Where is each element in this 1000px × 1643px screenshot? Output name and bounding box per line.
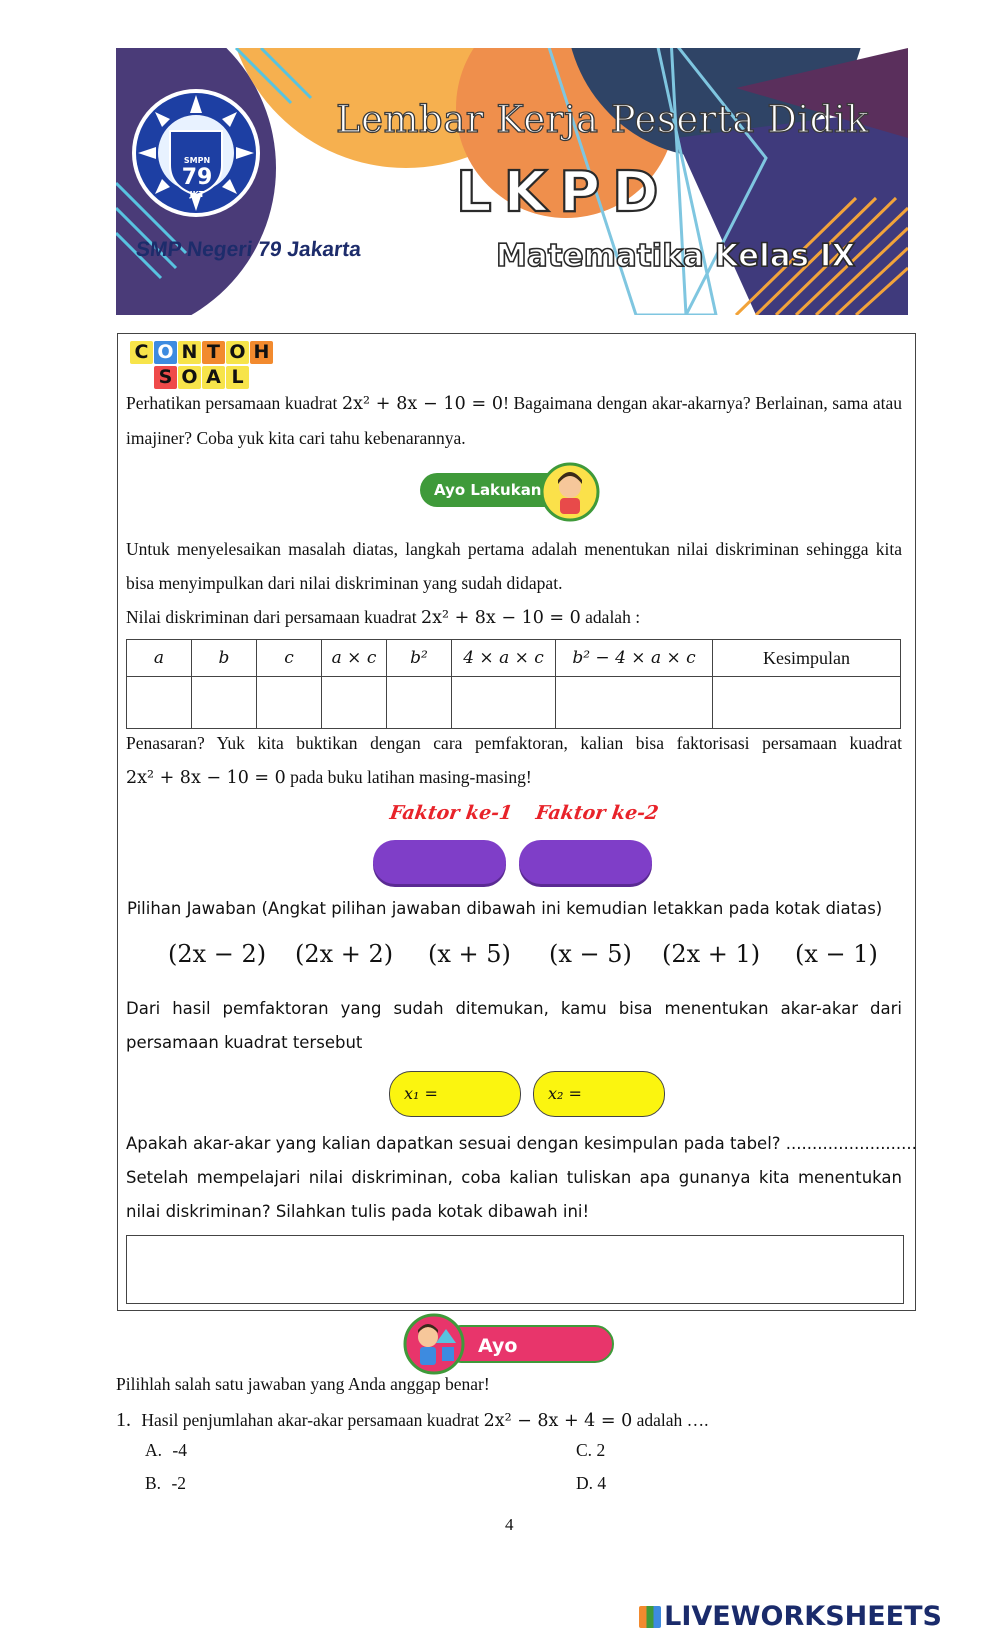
x1-input[interactable] — [389, 1071, 521, 1117]
table-header-row — [127, 640, 901, 677]
logo-text-top: SMPN — [183, 156, 211, 165]
table-header: a — [127, 640, 192, 677]
table-header: a × c — [322, 640, 387, 677]
tile-letter: A — [202, 366, 225, 389]
table-cell-input[interactable] — [713, 677, 901, 729]
disc-text-after: adalah : — [585, 607, 641, 627]
page-number: 4 — [505, 1515, 514, 1534]
choices-instruction: Pilihan Jawaban (Angkat pilihan jawaban dibawah ini kemudian letakkan pada kotak diatas) — [127, 899, 883, 918]
choice-draggable[interactable]: (x − 1) — [795, 940, 878, 968]
reflection-answer-box[interactable] — [126, 1235, 904, 1304]
table-header: c — [257, 640, 322, 677]
factor2-label: Faktor ke-2 — [534, 802, 660, 824]
tile-letter: T — [202, 341, 225, 364]
table-header: b² − 4 × a × c — [556, 640, 713, 677]
x2-input[interactable] — [533, 1071, 665, 1117]
school-logo-text — [180, 156, 214, 200]
table-cell-input[interactable] — [192, 677, 257, 729]
logo-number: 79 — [181, 165, 213, 190]
ayo-kerjakan-badge — [402, 1313, 617, 1395]
table-header: 4 × a × c — [452, 640, 556, 677]
intro-text-after: ! Bagaimana dengan akar-akarnya? Berlainan, sama atau imajiner? Coba yuk kita cari tahu kebenarannya. — [126, 393, 902, 448]
choice-draggable[interactable]: (2x − 2) — [168, 940, 267, 968]
reflection-question2: Setelah mempelajari nilai diskriminan, coba kalian tuliskan apa gunanya kita menentukan nilai diskriminan? Silahkan tulis pada kotak dibawah ini! — [126, 1168, 902, 1221]
liveworksheets-logo — [639, 1601, 942, 1632]
choice-draggable[interactable]: (2x + 1) — [662, 940, 761, 968]
option-letter: A. — [145, 1440, 163, 1460]
option-letter: C. — [576, 1440, 593, 1460]
option-value: -2 — [171, 1473, 187, 1493]
choice-draggable[interactable]: (2x + 2) — [295, 940, 394, 968]
factoring-text: Penasaran? Yuk kita buktikan dengan cara pemfaktoran, kalian bisa faktorisasi persamaan kuadrat — [126, 733, 902, 753]
table-header: Kesimpulan — [713, 640, 901, 677]
table-header: b — [192, 640, 257, 677]
choice-draggable[interactable]: (x − 5) — [549, 940, 632, 968]
roots-paragraph: Dari hasil pemfaktoran yang sudah ditemukan, kamu bisa menentukan akar-akar dari persamaan kuadrat tersebut — [126, 999, 902, 1052]
liveworksheets-grid-icon — [639, 1606, 661, 1628]
question-1 — [116, 1403, 916, 1438]
intro-equation: 2x² + 8x − 10 = 0 — [341, 394, 504, 414]
reflection-question1: Apakah akar-akar yang kalian dapatkan sesuai dengan kesimpulan pada tabel? ......................... — [126, 1134, 917, 1153]
choice-draggable[interactable]: (x + 5) — [428, 940, 511, 968]
girl-character-icon — [540, 462, 600, 522]
tile-letter: O — [226, 341, 249, 364]
option-c[interactable] — [576, 1440, 605, 1461]
table-cell-input[interactable] — [556, 677, 713, 729]
header-banner — [116, 48, 908, 315]
option-b[interactable] — [145, 1473, 186, 1494]
option-letter: B. — [145, 1473, 162, 1493]
tile-letter: L — [226, 366, 249, 389]
ayo-lakukan-label: Ayo Lakukan — [420, 473, 570, 507]
tile-letter: C — [130, 341, 153, 364]
option-value: 4 — [597, 1473, 607, 1493]
logo-text-bottom: JKT — [189, 190, 205, 199]
option-value: -4 — [172, 1440, 187, 1460]
option-a[interactable] — [145, 1440, 187, 1461]
exercise-instruction: Pilihlah salah satu jawaban yang Anda anggap benar! — [116, 1374, 490, 1394]
discriminant-line — [126, 600, 902, 635]
x2-label: x₂ = — [548, 1084, 582, 1103]
disc-text: Nilai diskriminan dari persamaan kuadrat — [126, 607, 417, 627]
step-paragraph: Untuk menyelesaikan masalah diatas, langkah pertama adalah menentukan nilai diskriminan sehingga kita bisa menyimpulkan dari nilai diskriminan yang sudah didapat. — [126, 539, 902, 593]
table-cell-input[interactable] — [257, 677, 322, 729]
liveworksheets-text: LIVEWORKSHEETS — [664, 1601, 942, 1632]
question-text: Hasil penjumlahan akar-akar persamaan kuadrat — [141, 1410, 480, 1430]
table-cell-input[interactable] — [322, 677, 387, 729]
ayo-kerjakan-label: Ayo Kerjakan — [442, 1325, 614, 1363]
table-cell-input[interactable] — [387, 677, 452, 729]
question-equation: 2x² − 8x + 4 = 0 — [483, 1411, 633, 1431]
disc-equation: 2x² + 8x − 10 = 0 — [420, 608, 581, 628]
tile-letter: N — [178, 341, 201, 364]
factoring-text-after: pada buku latihan masing-masing! — [290, 767, 532, 787]
factor1-dropzone[interactable] — [373, 840, 506, 884]
tile-letter: H — [250, 341, 273, 364]
x1-label: x₁ = — [404, 1084, 438, 1103]
banner-title: Lembar Kerja Peserta Didik — [336, 98, 870, 141]
option-letter: D. — [576, 1473, 594, 1493]
table-cell-input[interactable] — [127, 677, 192, 729]
table-header: b² — [387, 640, 452, 677]
question-text-after: adalah …. — [636, 1410, 709, 1430]
question-number: 1. — [116, 1409, 131, 1431]
intro-paragraph — [126, 386, 902, 455]
table-row — [127, 677, 901, 729]
table-cell-input[interactable] — [452, 677, 556, 729]
option-d[interactable] — [576, 1473, 606, 1494]
factor1-label: Faktor ke-1 — [388, 802, 514, 824]
intro-text: Perhatikan persamaan kuadrat — [126, 393, 338, 413]
tile-letter: S — [154, 366, 177, 389]
factoring-paragraph — [126, 726, 902, 795]
discriminant-table — [126, 639, 901, 729]
tile-letter: O — [178, 366, 201, 389]
tile-letter: O — [154, 341, 177, 364]
factoring-equation: 2x² + 8x − 10 = 0 — [126, 768, 286, 788]
school-name: SMP Negeri 79 Jakarta — [134, 238, 363, 261]
factor2-dropzone[interactable] — [519, 840, 652, 884]
option-value: 2 — [596, 1440, 606, 1460]
banner-lkpd: LKPD — [456, 160, 671, 225]
banner-subject: Matematika Kelas IX — [496, 238, 856, 274]
boy-character-icon — [402, 1313, 470, 1375]
